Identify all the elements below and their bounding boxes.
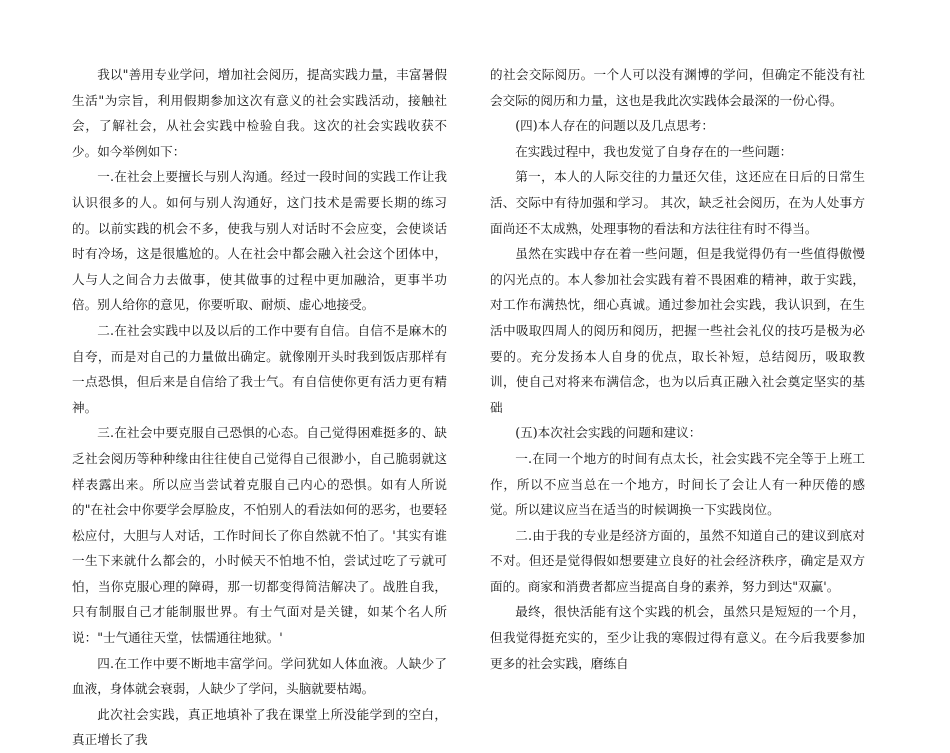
right-column	[490, 62, 865, 676]
suggestion-2: 二.由于我的专业是经济方面的，虽然不知道自己的建议到底对不对。但还是觉得假如想要建立良好的社会经济秩序，确定是双方面的。商家和消费者都应当提高自身的素养，努力到达"双赢'。	[490, 527, 865, 594]
point-2-confidence: 二.在社会实践中以及以后的工作中要有自信。自信不是麻木的自夸，而是对自己的力量做出确定。就像刚开头时我到饭店那样有一点恐惧，但后来是自信给了我士气。有自信使你更有活力更有精神。	[72, 322, 447, 415]
left-column	[72, 62, 447, 753]
closing-paragraph: 最终，很快活能有这个实践的机会，虽然只是短短的一个月，但我觉得挺充实的，至少让我的寒假过得有意义。在今后我要参加更多的社会实践，磨练自	[490, 604, 865, 671]
highlights-paragraph: 虽然在实践中存在着一些问题，但是我觉得仍有一些值得傲慢的闪光点的。本人参加社会实践有着不畏困难的精神，敢于实践，对工作布满热忱，细心真诚。通过参加社会实践，我认识到，在生活中吸取四周人的阅历和阅历，把握一些社会礼仪的技巧是极为必要的。充分发扬本人自身的优点，取长补短，总结阅历，吸取教训，使自己对将来布满信念，也为以后真正融入社会奠定坚实的基础	[490, 246, 865, 415]
intro-paragraph: 我以"善用专业学问，增加社会阅历，提高实践力量，丰富暑假生活"为宗旨，利用假期参加这次有意义的社会实践活动，接触社会，了解社会，从社会实践中检验自我。这次的社会实践收获不少。如今举例如下：	[72, 67, 447, 159]
summary-paragraph-continued: 的社会交际阅历。一个人可以没有渊博的学问，但确定不能没有社会交际的阅历和力量，这也是我此次实践体会最深的一份心得。	[490, 67, 865, 108]
point-3-overcome-fear: 三.在社会中要克服自己恐惧的心态。自己觉得困难挺多的、缺乏社会阅历等种种缘由往往使自己觉得自己很渺小，自己脆弱就这样表露出来。所以应当尝试着克服自己内心的恐惧。如有人所说的"在社会中你要学会厚脸皮，不怕别人的看法如何的恶劣，也要轻松应付，大胆与人对话，工作时间长了你自然就不怕了。'其实有谁一生下来就什么都会的，小时候天不怕地不怕，尝试过吃了亏就可怕，当你克服心理的障碍，那一切都变得简洁解决了。战胜自我，只有制服自己才能制服世界。有士气面对是关键，如某个名人所说："士气通往天堂，怯懦通往地狱。'	[72, 425, 447, 646]
section-5-heading: (五)本次社会实践的问题和建议：	[515, 425, 702, 441]
suggestion-1: 一.在同一个地方的时间有点太长，社会实践不完全等于上班工作，所以不应当总在一个地方，时间长了会让人有一种厌倦的感觉。所以建议应当在适当的时候调换一下实践岗位。	[490, 450, 865, 518]
section-4-heading: (四)本人存在的问题以及几点思考：	[515, 118, 714, 134]
point-4-knowledge: 四.在工作中要不断地丰富学问。学问犹如人体血液。人缺少了血液，身体就会衰弱，人缺少了学问，头脑就要枯竭。	[72, 655, 447, 697]
problems-intro: 在实践过程中，我也发觉了自身存在的一些问题：	[515, 143, 793, 159]
summary-paragraph-start: 此次社会实践，真正地填补了我在课堂上所没能学到的空白，真正增长了我	[72, 706, 447, 748]
problems-paragraph: 第一，本人的人际交往的力量还欠佳，这还应在日后的日常生活、交际中有待加强和学习。 其次，缺乏社会阅历，在为人处事方面尚还不太成熟，处理事物的看法和方法往往有时不得当。	[490, 169, 865, 236]
point-1-communication: 一.在社会上要擅长与别人沟通。经过一段时间的实践工作让我认识很多的人。如何与别人沟通好，这门技术是需要长期的练习的。以前实践的机会不多，使我与别人对话时不会应变，会使谈话时有冷场，这是很尴尬的。人在社会中都会融入社会这个团体中，人与人之间合力去做事，使其做事的过程中更加融洽，更事半功倍。别人给你的意见，你要听取、耐烦、虚心地接受。	[72, 169, 447, 313]
